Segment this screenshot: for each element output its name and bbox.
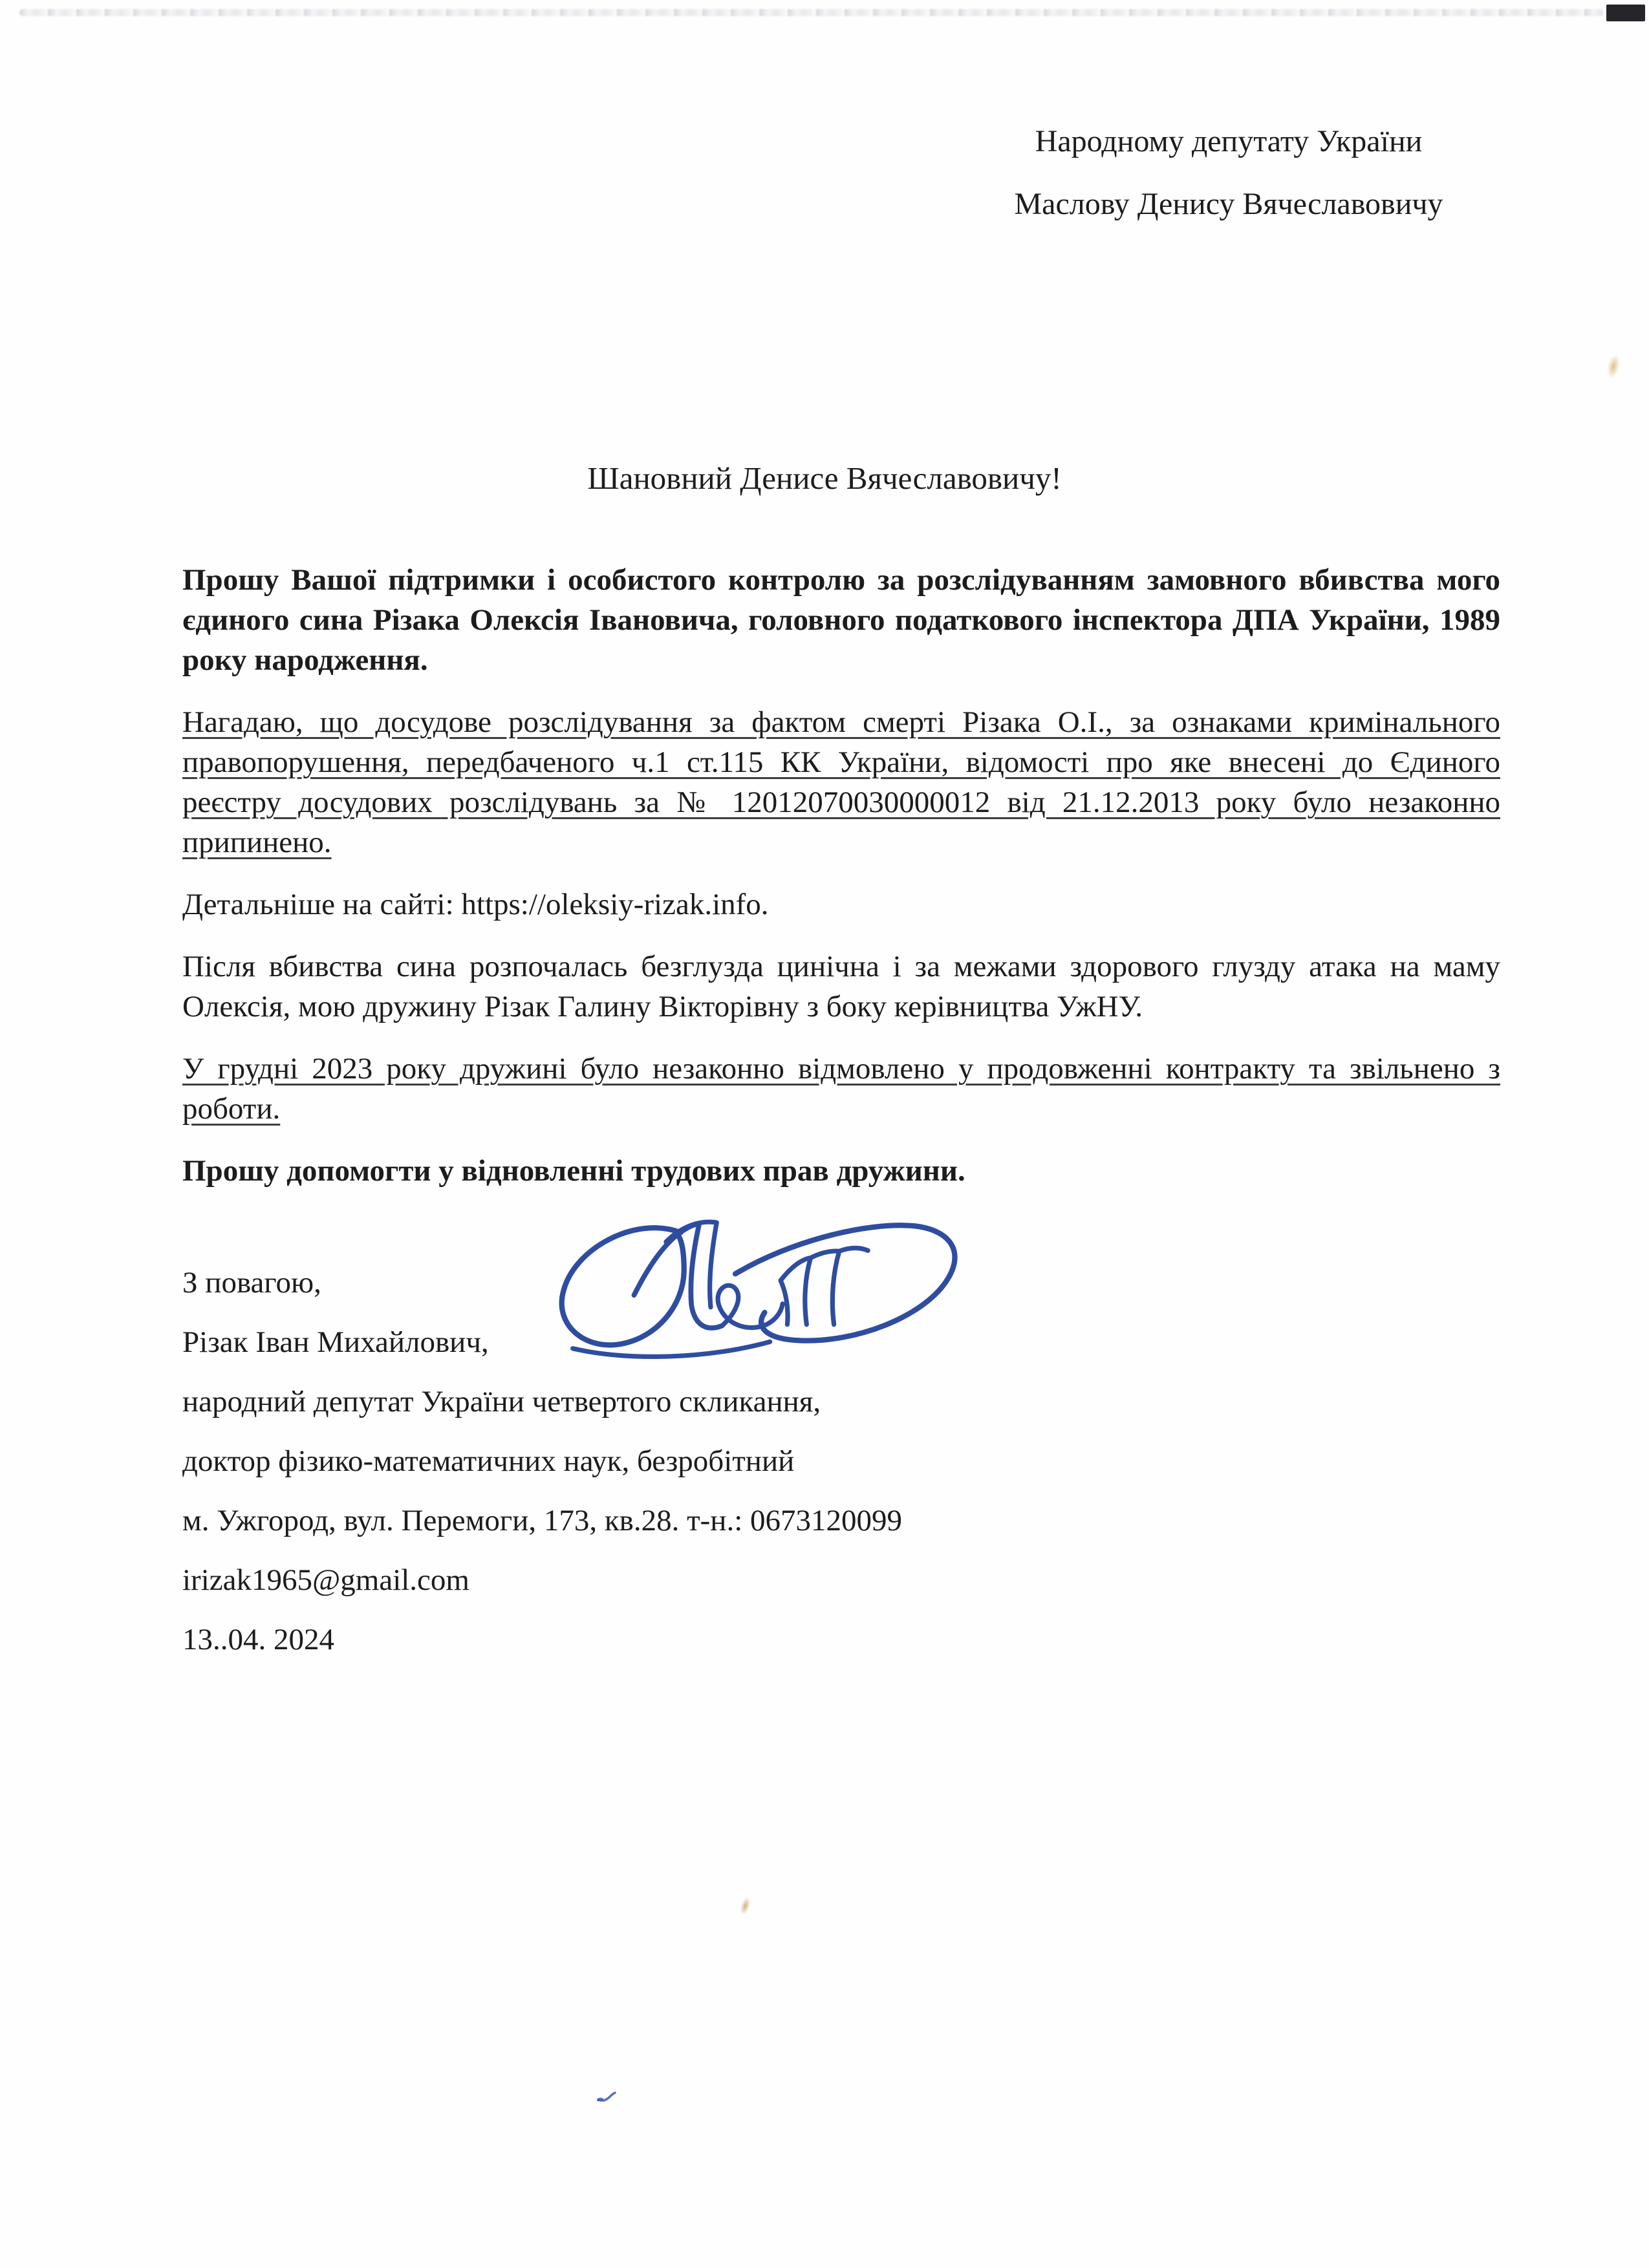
signoff-address-phone: м. Ужгород, вул. Перемоги, 173, кв.28. т-н.: 0673120099 <box>182 1504 903 1537</box>
recipient-block <box>925 110 1533 235</box>
signoff-title-deputy: народний депутат України четвертого скликання, <box>182 1385 821 1418</box>
paragraph-attack-on-wife: Після вбивства сина розпочалась безглузда цинічна і за межами здорового глузду атака на маму Олексія, мою дружину Різак Галину Вікторівну з боку керівництва УжНУ. <box>182 950 1500 1023</box>
paragraph-request-investigation: Прошу Вашої підтримки і особистого контролю за розслідуванням замовного вбивства мого єдиного сина Різака Олексія Івановича, головного податкового інспектора ДПА України, 1989 року народження. <box>182 563 1500 677</box>
signoff-title-doctor: доктор фізико-математичних наук, безробітний <box>182 1444 795 1478</box>
ink-speck <box>596 2091 618 2104</box>
scan-corner-mark <box>1606 5 1645 21</box>
letter-body <box>182 560 1500 1213</box>
paragraph-case-details: Нагадаю, що досудове розслідування за фактом смерті Різака О.І., за ознаками кримінального правопорушення, передбаченого ч.1 ст.115 КК України, відомості про яке внесені до Єдиного реєстру досудових розслідувань за № 12012070030000012 від 21.12.2013 року було незаконно припинено. <box>182 705 1500 859</box>
scan-speck <box>1605 354 1622 380</box>
salutation: Шановний Денисе Вячеславовичу! <box>587 460 1062 496</box>
paragraph-request-help: Прошу допомогти у відновленні трудових прав дружини. <box>182 1154 965 1188</box>
signoff-name: Різак Іван Михайлович, <box>182 1325 489 1359</box>
signoff-regards: З повагою, <box>182 1266 321 1300</box>
signoff-email: irizak1965@gmail.com <box>182 1563 469 1597</box>
signoff-date: 13..04. 2024 <box>182 1623 334 1656</box>
recipient-line-2: Маслову Денису Вячеславовичу <box>1014 187 1443 221</box>
paragraph-website: Детальніше на сайті: https://oleksiy-rizak.info. <box>182 888 769 921</box>
signoff-block <box>182 1253 1411 1669</box>
scan-edge-artifact <box>19 9 1604 16</box>
paragraph-contract-termination: У грудні 2023 року дружині було незаконно відмовлено у продовженні контракту та звільнено з роботи. <box>182 1052 1500 1126</box>
recipient-line-1: Народному депутату України <box>1035 124 1423 158</box>
scan-speck <box>738 1896 752 1916</box>
